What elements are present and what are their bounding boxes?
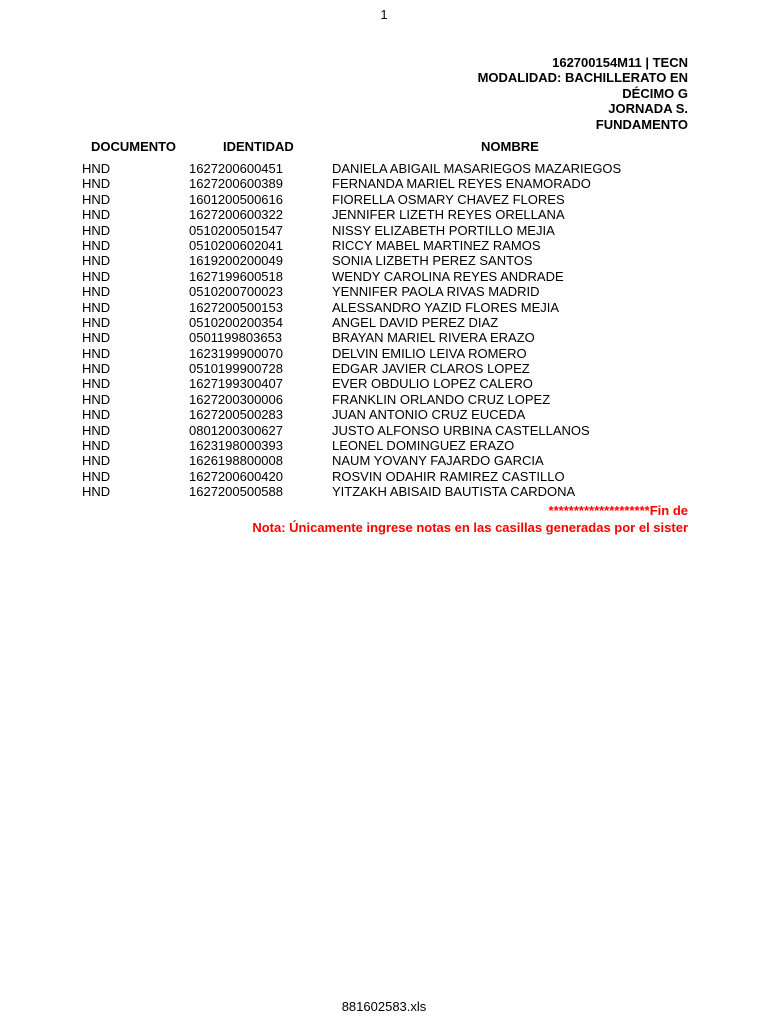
cell-documento: HND [82, 345, 111, 361]
cell-nombre: BRAYAN MARIEL RIVERA ERAZO [332, 330, 535, 346]
end-of-list-marker: ********************Fin de [548, 503, 688, 518]
cell-documento: HND [82, 438, 111, 454]
table-row [0, 176, 688, 191]
cell-identidad: 1627200600389 [189, 176, 283, 192]
cell-nombre: FRANKLIN ORLANDO CRUZ LOPEZ [332, 391, 551, 407]
cell-identidad: 0510200200354 [189, 314, 283, 330]
cell-identidad: 0510199900728 [189, 361, 283, 377]
header-line-modality: MODALIDAD: BACHILLERATO EN [477, 70, 688, 86]
student-list [0, 161, 688, 500]
table-row [0, 207, 688, 222]
cell-identidad: 0501199803653 [189, 330, 283, 346]
column-header-nombre: NOMBRE [481, 139, 539, 154]
header-line-subject: FUNDAMENTO [595, 116, 688, 132]
cell-identidad: 1627200600420 [189, 468, 283, 484]
table-row [0, 392, 688, 407]
cell-nombre: EDGAR JAVIER CLAROS LOPEZ [332, 361, 530, 377]
cell-nombre: NISSY ELIZABETH PORTILLO MEJIA [332, 222, 555, 238]
cell-documento: HND [82, 237, 111, 253]
cell-identidad: 0510200501547 [189, 222, 283, 238]
table-row [0, 407, 688, 422]
table-row [0, 253, 688, 268]
cell-documento: HND [82, 268, 111, 284]
cell-nombre: ALESSANDRO YAZID FLORES MEJIA [332, 299, 560, 315]
cell-identidad: 0801200300627 [189, 422, 283, 438]
cell-nombre: WENDY CAROLINA REYES ANDRADE [332, 268, 564, 284]
cell-identidad: 1627200500153 [189, 299, 283, 315]
table-row [0, 192, 688, 207]
cell-identidad: 1627200500283 [189, 407, 283, 423]
cell-documento: HND [82, 376, 111, 392]
cell-identidad: 1623199900070 [189, 345, 283, 361]
table-row [0, 346, 688, 361]
cell-documento: HND [82, 284, 111, 300]
system-note: Nota: Únicamente ingrese notas en las casillas generadas por el sister [252, 520, 688, 536]
cell-documento: HND [82, 207, 111, 223]
cell-nombre: JUSTO ALFONSO URBINA CASTELLANOS [332, 422, 590, 438]
cell-identidad: 1627200500588 [189, 484, 283, 500]
cell-documento: HND [82, 191, 111, 207]
file-name: 881602583.xls [341, 999, 427, 1014]
cell-documento: HND [82, 253, 111, 269]
cell-identidad: 1626198800008 [189, 453, 283, 469]
table-row [0, 453, 688, 468]
cell-nombre: LEONEL DOMINGUEZ ERAZO [332, 438, 515, 454]
cell-documento: HND [82, 453, 111, 469]
table-row [0, 238, 688, 253]
table-row [0, 330, 688, 345]
cell-nombre: DANIELA ABIGAIL MASARIEGOS MAZARIEGOS [332, 161, 622, 176]
cell-identidad: 1627200300006 [189, 391, 283, 407]
cell-identidad: 1601200500616 [189, 191, 283, 207]
cell-nombre: YITZAKH ABISAID BAUTISTA CARDONA [332, 484, 576, 500]
header-line-grade: DÉCIMO G [622, 85, 688, 101]
cell-identidad: 0510200602041 [189, 237, 283, 253]
cell-documento: HND [82, 407, 111, 423]
table-row [0, 223, 688, 238]
table-row [0, 300, 688, 315]
cell-nombre: JENNIFER LIZETH REYES ORELLANA [332, 207, 565, 223]
cell-nombre: RICCY MABEL MARTINEZ RAMOS [332, 237, 541, 253]
cell-documento: HND [82, 391, 111, 407]
cell-nombre: JUAN ANTONIO CRUZ EUCEDA [332, 407, 526, 423]
cell-identidad: 1627199300407 [189, 376, 283, 392]
cell-identidad: 1627199600518 [189, 268, 283, 284]
header-line-shift: JORNADA S. [608, 101, 688, 117]
cell-documento: HND [82, 222, 111, 238]
footer-notes [0, 503, 688, 536]
cell-documento: HND [82, 422, 111, 438]
cell-nombre: FERNANDA MARIEL REYES ENAMORADO [332, 176, 591, 192]
cell-nombre: ANGEL DAVID PEREZ DIAZ [332, 314, 499, 330]
cell-nombre: ROSVIN ODAHIR RAMIREZ CASTILLO [332, 468, 565, 484]
cell-nombre: NAUM YOVANY FAJARDO GARCIA [332, 453, 544, 469]
table-row [0, 361, 688, 376]
cell-documento: HND [82, 484, 111, 500]
page-number: 1 [380, 7, 388, 22]
header-line-course: 162700154M11 | TECN [552, 55, 688, 70]
cell-identidad: 1627200600322 [189, 207, 283, 223]
table-row [0, 484, 688, 499]
table-row [0, 161, 688, 176]
table-row [0, 376, 688, 391]
cell-nombre: FIORELLA OSMARY CHAVEZ FLORES [332, 191, 565, 207]
cell-documento: HND [82, 361, 111, 377]
column-header-documento: DOCUMENTO [91, 139, 176, 154]
cell-identidad: 1623198000393 [189, 438, 283, 454]
table-row [0, 438, 688, 453]
table-row [0, 284, 688, 299]
table-row [0, 269, 688, 284]
cell-documento: HND [82, 330, 111, 346]
cell-nombre: DELVIN EMILIO LEIVA ROMERO [332, 345, 527, 361]
cell-identidad: 1627200600451 [189, 161, 283, 176]
table-row [0, 315, 688, 330]
cell-nombre: SONIA LIZBETH PEREZ SANTOS [332, 253, 533, 269]
cell-nombre: EVER OBDULIO LOPEZ CALERO [332, 376, 533, 392]
cell-documento: HND [82, 314, 111, 330]
cell-documento: HND [82, 161, 111, 176]
cell-documento: HND [82, 468, 111, 484]
cell-identidad: 1619200200049 [189, 253, 283, 269]
column-header-identidad: IDENTIDAD [223, 139, 294, 154]
cell-identidad: 0510200700023 [189, 284, 283, 300]
table-row [0, 423, 688, 438]
table-header [0, 139, 688, 155]
report-header [0, 55, 688, 132]
cell-nombre: YENNIFER PAOLA RIVAS MADRID [332, 284, 540, 300]
table-row [0, 469, 688, 484]
cell-documento: HND [82, 176, 111, 192]
cell-documento: HND [82, 299, 111, 315]
